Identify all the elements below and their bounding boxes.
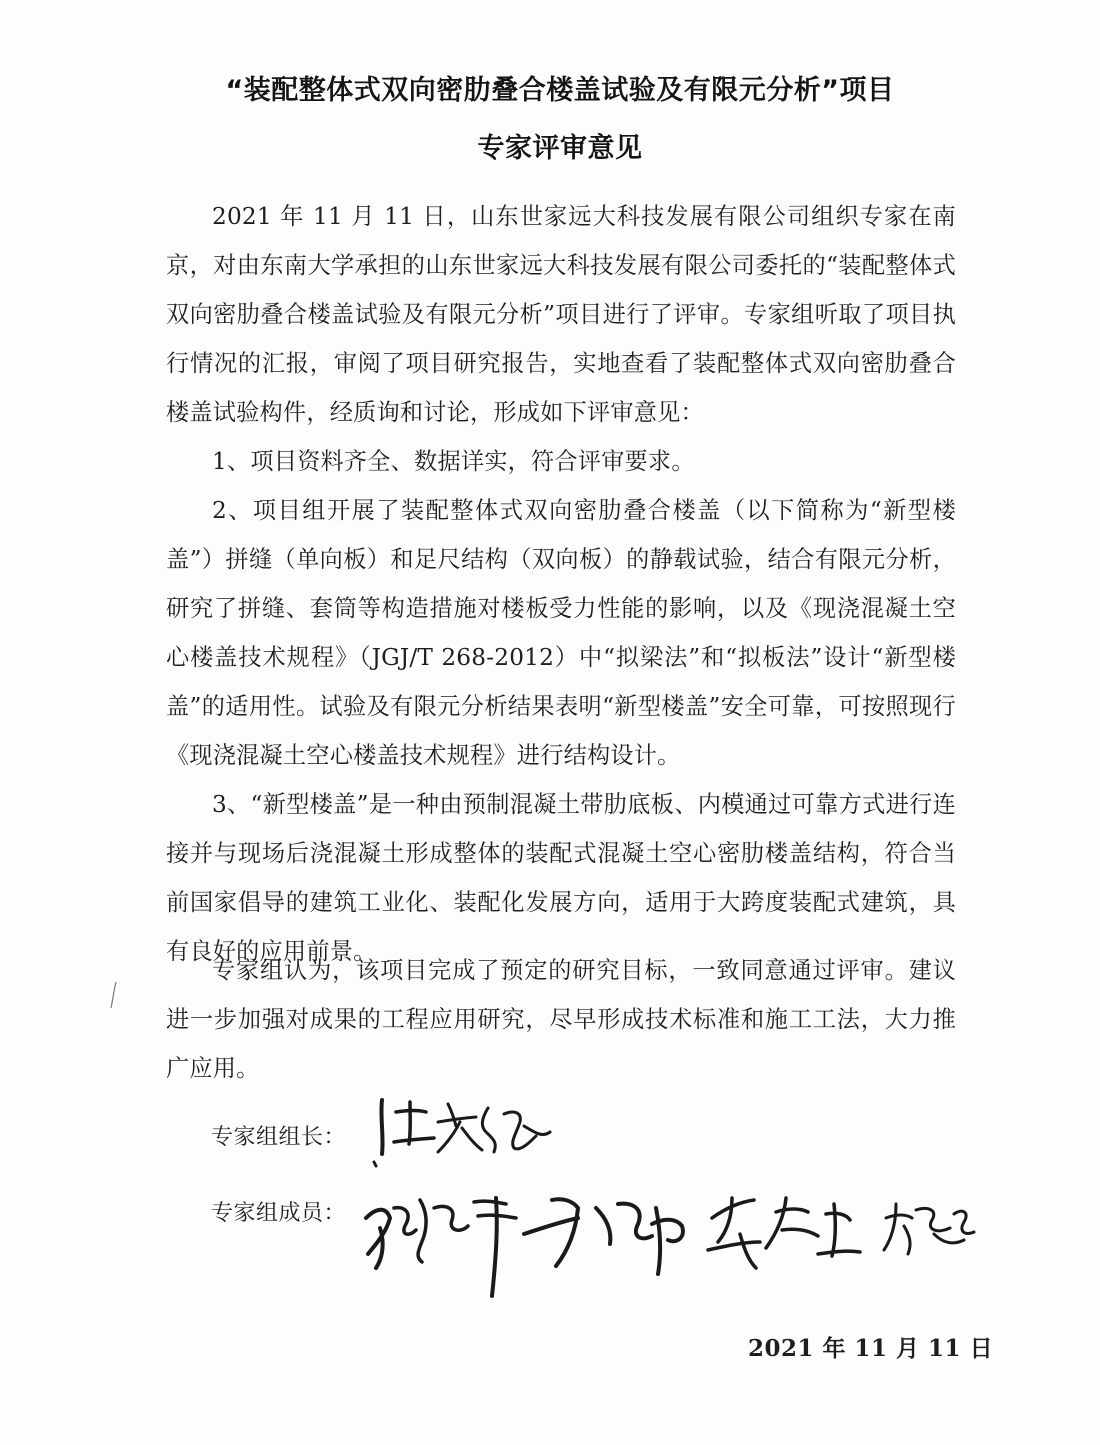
document-date: 2021 年 11 月 11 日 (748, 1335, 994, 1362)
scan-mark (108, 980, 120, 1010)
document-body (166, 192, 956, 976)
opinion-item-2: 2、项目组开展了装配整体式双向密肋叠合楼盖（以下简称为“新型楼盖”）拼缝（单向板）和足尺结构（双向板）的静载试验，结合有限元分析，研究了拼缝、套筒等构造措施对楼板受力性能的影响，以及《现浇混凝土空心楼盖技术规程》（JGJ/T 268-2012）中“拟梁法”和“拟板法”设计“新型楼盖”的适用性。试验及有限元分析结果表明“新型楼盖”安全可靠，可按照现行《现浇混凝土空心楼盖技术规程》进行结构设计。 (166, 497, 956, 769)
members-label: 专家组成员： (211, 1201, 347, 1226)
members-signatures (356, 1178, 986, 1308)
intro-paragraph: 2021 年 11 月 11 日，山东世家远大科技发展有限公司组织专家在南京，对由东南大学承担的山东世家远大科技发展有限公司委托的“装配整体式双向密肋叠合楼盖试验及有限元分析”项目进行了评审。专家组听取了项目执行情况的汇报，审阅了项目研究报告，实地查看了装配整体式双向密肋叠合楼盖试验构件，经质询和讨论，形成如下评审意见： (166, 203, 956, 426)
leader-label: 专家组组长： (211, 1125, 347, 1150)
opinion-item-1: 1、项目资料齐全、数据详实，符合评审要求。 (212, 448, 695, 475)
document-title: “装配整体式双向密肋叠合楼盖试验及有限元分析”项目 (225, 75, 895, 106)
conclusion-paragraph: 专家组认为，该项目完成了预定的研究目标，一致同意通过评审。建议进一步加强对成果的工程应用研究，尽早形成技术标准和施工工法，大力推广应用。 (166, 957, 956, 1082)
opinion-item-3: 3、“新型楼盖”是一种由预制混凝土带肋底板、内模通过可靠方式进行连接并与现场后浇混凝土形成整体的装配式混凝土空心密肋楼盖结构，符合当前国家倡导的建筑工业化、装配化发展方向，适用于大跨度装配式建筑，具有良好的应用前景。 (166, 791, 956, 965)
document-subtitle: 专家评审意见 (477, 133, 643, 164)
leader-signature (364, 1092, 564, 1172)
conclusion-section (166, 946, 956, 1093)
